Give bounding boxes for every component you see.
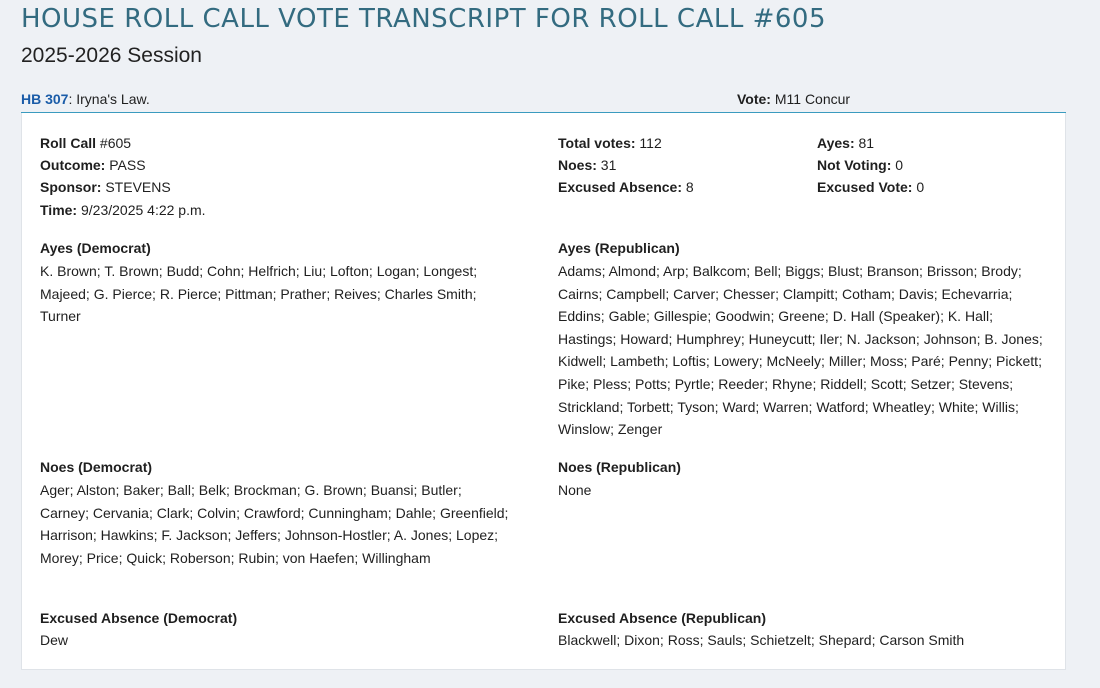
excused-vote-field <box>817 176 924 198</box>
total-votes-label: Total votes: <box>558 135 636 151</box>
session-subtitle: 2025-2026 Session <box>21 44 202 67</box>
outcome-field <box>40 154 146 176</box>
noes-democrat-list: Ager; Alston; Baker; Ball; Belk; Brockman; G. Brown; Buansi; Butler; Carney; Cervania; Clark; Colvin; Crawford; Cunningham; Dahle; Greenfield; Harrison; Hawkins; F. Jackson; Jeffers; Johnson-Hostler; A. Jones; Lopez; Morey; Price; Quick; Roberson; Rubin; von Haefen; Willingham <box>40 482 509 566</box>
ayes-democrat-heading: Ayes (Democrat) <box>40 240 151 256</box>
not-voting-field <box>817 154 903 176</box>
vote-value: M11 Concur <box>774 91 851 107</box>
bill-name: Iryna's Law. <box>76 91 150 107</box>
excused-republican-heading: Excused Absence (Republican) <box>558 610 766 626</box>
transcript-card <box>21 113 1066 670</box>
bill-bar <box>21 90 1066 114</box>
total-votes-field <box>558 132 662 154</box>
vote-label: Vote: <box>737 91 771 107</box>
roll-call-value: #605 <box>99 135 132 151</box>
not-voting-value: 0 <box>895 157 904 173</box>
total-votes-value: 112 <box>639 135 662 151</box>
outcome-value: PASS <box>109 157 146 173</box>
excused-republican-list: Blackwell; Dixon; Ross; Sauls; Schietzelt; Shepard; Carson Smith <box>558 632 965 648</box>
excused-absence-field <box>558 176 694 198</box>
sponsor-field <box>40 176 171 198</box>
ayes-label: Ayes: <box>817 135 855 151</box>
ayes-democrat-list: K. Brown; T. Brown; Budd; Cohn; Helfrich; Liu; Lofton; Logan; Longest; Majeed; G. Pierce; R. Pierce; Pittman; Prather; Reives; Charles Smith; Turner <box>40 263 478 325</box>
noes-republican-heading: Noes (Republican) <box>558 459 681 475</box>
noes-democrat-heading: Noes (Democrat) <box>40 459 153 475</box>
noes-republican-list: None <box>558 482 592 498</box>
bill-number-link[interactable]: HB 307 <box>21 91 69 107</box>
time-label: Time: <box>40 202 78 218</box>
excused-absence-label: Excused Absence: <box>558 179 682 195</box>
excused-democrat-heading: Excused Absence (Democrat) <box>40 610 238 626</box>
noes-label: Noes: <box>558 157 597 173</box>
bill-info <box>21 91 150 107</box>
excused-vote-value: 0 <box>916 179 925 195</box>
excused-democrat-list: Dew <box>40 632 69 648</box>
bill-separator: : <box>68 91 73 107</box>
roll-call-field <box>40 132 131 154</box>
not-voting-label: Not Voting: <box>817 157 892 173</box>
outcome-label: Outcome: <box>40 157 106 173</box>
sponsor-label: Sponsor: <box>40 179 102 195</box>
ayes-republican-list: Adams; Almond; Arp; Balkcom; Bell; Biggs; Blust; Branson; Brisson; Brody; Cairns; Campbell; Carver; Chesser; Clampitt; Cotham; Davis; Echevarria; Eddins; Gable; Gillespie; Goodwin; Greene; D. Hall (Speaker); K. Hall; Hastings; Howard; Humphrey; Huneycutt; Iler; N. Jackson; Johnson; B. Jones; Kidwell; Lambeth; Loftis; Lowery; McNeely; Miller; Moss; Paré; Penny; Pickett; Pike; Pless; Potts; Pyrtle; Reeder; Rhyne; Riddell; Scott; Setzer; Stevens; Strickland; Torbett; Tyson; Ward; Warren; Watford; Wheatley; White; Willis; Winslow; Zenger <box>558 263 1043 438</box>
ayes-republican-heading: Ayes (Republican) <box>558 240 680 256</box>
ayes-field <box>817 132 874 154</box>
noes-value: 31 <box>600 157 617 173</box>
time-value: 9/23/2025 4:22 p.m. <box>80 202 206 218</box>
vote-info <box>737 91 850 107</box>
page-title: HOUSE ROLL CALL VOTE TRANSCRIPT FOR ROLL CALL #605 <box>21 4 826 34</box>
excused-absence-value: 8 <box>685 179 694 195</box>
roll-call-label: Roll Call <box>40 135 97 151</box>
ayes-value: 81 <box>858 135 875 151</box>
noes-field <box>558 154 616 176</box>
time-field <box>40 199 206 221</box>
excused-vote-label: Excused Vote: <box>817 179 913 195</box>
sponsor-value: STEVENS <box>105 179 171 195</box>
